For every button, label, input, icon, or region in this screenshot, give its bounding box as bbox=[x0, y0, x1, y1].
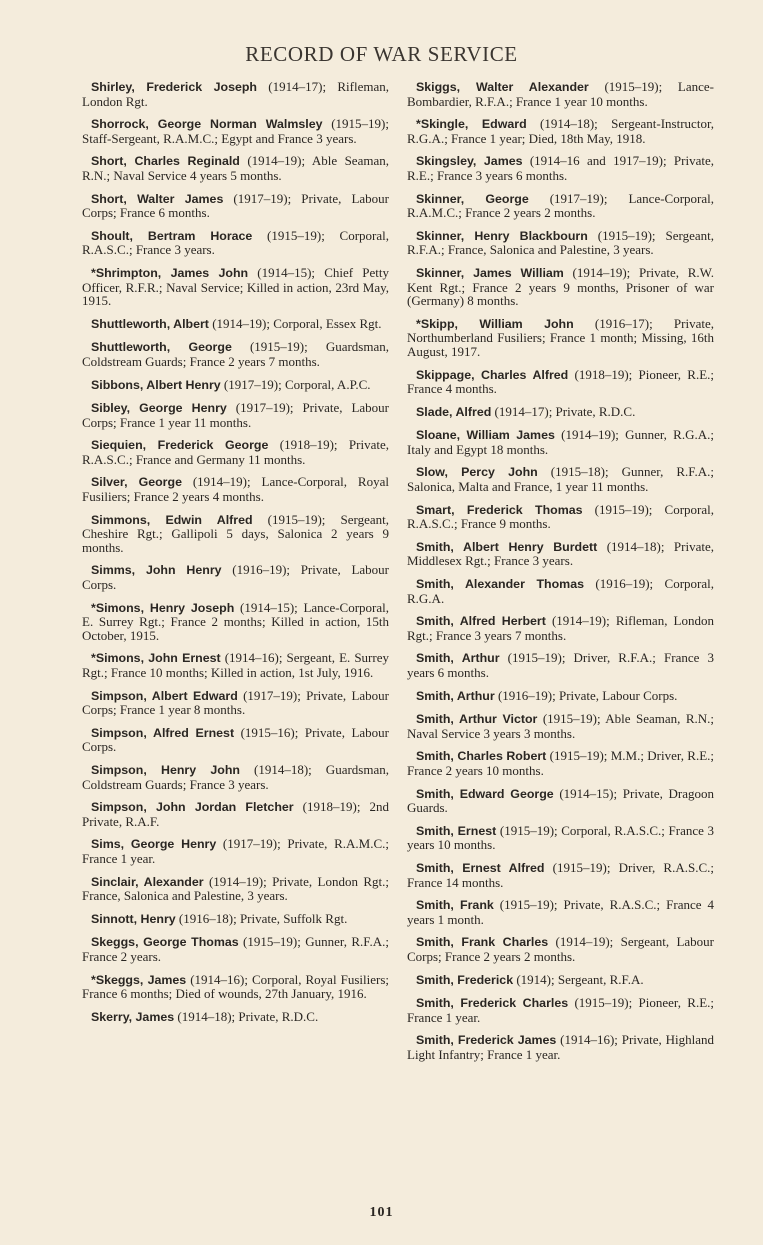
entry-name: Smith, Frederick James bbox=[416, 1033, 557, 1048]
entry-details: (1917–19); Private, Labour Corps; France 1 year 8 months. bbox=[82, 687, 389, 718]
right-column bbox=[407, 80, 714, 1070]
entry-name: Smith, Ernest bbox=[416, 823, 497, 838]
entry-details: (1914–19); Private, London Rgt.; France, Salonica and Palestine, 3 years. bbox=[82, 873, 390, 904]
roll-entry bbox=[407, 861, 714, 889]
roll-entry bbox=[82, 912, 389, 927]
entry-name: Smith, Frederick Charles bbox=[416, 996, 569, 1011]
roll-entry bbox=[82, 192, 389, 220]
roll-entry bbox=[407, 317, 714, 359]
entry-details: (1915–19); Driver, R.F.A.; France 3 years 6 months. bbox=[407, 650, 714, 680]
entry-name: Sibbons, Albert Henry bbox=[91, 377, 221, 392]
entry-name: Shuttleworth, George bbox=[91, 340, 232, 355]
entry-details: (1915–19); Sergeant, Cheshire Rgt.; Gallipoli 5 days, Salonica 2 years 9 months. bbox=[82, 511, 389, 555]
entry-name: Smith, Albert Henry Burdett bbox=[416, 539, 598, 554]
entry-details: (1914–19); Rifleman, London Rgt.; France 3 years 7 months. bbox=[407, 613, 714, 643]
entry-details: (1914–15); Lance-Corporal, E. Surrey Rgt.; France 2 months; Killed in action, 15th October, 1915. bbox=[82, 599, 389, 643]
roll-entry bbox=[407, 787, 714, 815]
entry-name: *Shrimpton, James John bbox=[91, 265, 249, 280]
entry-name: Skinner, Henry Blackbourn bbox=[416, 228, 588, 243]
entry-details: (1915–19); Sergeant, R.F.A.; France, Salonica and Palestine, 3 years. bbox=[407, 227, 714, 258]
entry-name: *Simons, Henry Joseph bbox=[91, 600, 235, 615]
entry-details: (1914–16 and 1917–19); Private, R.E.; France 3 years 6 months. bbox=[407, 153, 714, 183]
entry-details: (1914–18); Private, Middlesex Rgt.; France 3 years. bbox=[407, 538, 715, 569]
roll-entry bbox=[407, 154, 714, 182]
roll-entry bbox=[82, 973, 389, 1001]
roll-entry bbox=[407, 689, 714, 704]
roll-entry bbox=[82, 763, 389, 791]
roll-entry bbox=[82, 229, 389, 257]
entry-name: Sinnott, Henry bbox=[91, 911, 176, 926]
entry-name: Smith, Ernest Alfred bbox=[416, 860, 545, 875]
roll-entry bbox=[407, 266, 714, 308]
entry-details: (1918–19); 2nd Private, R.A.F. bbox=[82, 799, 390, 829]
roll-entry bbox=[407, 229, 714, 257]
entry-details: (1915–19); Pioneer, R.E.; France 1 year. bbox=[407, 995, 714, 1025]
entry-details: (1915–19); Gunner, R.F.A.; France 2 years. bbox=[82, 934, 389, 964]
page-title: RECORD OF WAR SERVICE bbox=[245, 42, 518, 66]
entry-details: (1914–17); Private, R.D.C. bbox=[491, 403, 636, 419]
entry-name: Simpson, Henry John bbox=[91, 762, 240, 777]
roll-entry bbox=[407, 428, 714, 456]
roll-entry bbox=[407, 824, 714, 852]
roll-entry bbox=[407, 749, 714, 777]
entry-name: Slow, Percy John bbox=[416, 465, 538, 480]
entry-name: Skinner, George bbox=[416, 191, 529, 206]
roll-entry bbox=[82, 601, 389, 643]
entry-name: Simpson, Albert Edward bbox=[91, 688, 238, 703]
entry-details: (1914–19); Gunner, R.G.A.; Italy and Egypt 18 months. bbox=[407, 427, 714, 457]
entry-details: (1914–19); Corporal, Essex Rgt. bbox=[208, 315, 382, 331]
entry-details: (1916–19); Private, Labour Corps. bbox=[82, 562, 389, 593]
entry-details: (1917–19); Private, R.A.M.C.; France 1 year. bbox=[82, 836, 389, 866]
entry-details: (1917–19); Private, Labour Corps; France 6 months. bbox=[82, 190, 389, 221]
roll-entry bbox=[82, 378, 389, 393]
entry-name: Skerry, James bbox=[91, 1009, 175, 1024]
entry-details: (1915–19); Guardsman, Coldstream Guards; France 2 years 7 months. bbox=[82, 339, 390, 369]
page-number: 101 bbox=[369, 1205, 394, 1220]
entry-name: Smith, Charles Robert bbox=[416, 749, 547, 764]
entry-name: Sloane, William James bbox=[416, 428, 555, 443]
entry-name: Simpson, John Jordan Fletcher bbox=[91, 800, 294, 815]
entry-details: (1915–16); Private, Labour Corps. bbox=[82, 724, 389, 755]
entry-details: (1914–18); Guardsman, Coldstream Guards; France 3 years. bbox=[82, 761, 389, 792]
roll-entry bbox=[407, 80, 714, 108]
entry-name: Smith, Frank bbox=[416, 898, 494, 913]
entry-name: Skinner, James William bbox=[416, 265, 564, 280]
entry-details: (1914–17); Rifleman, London Rgt. bbox=[82, 79, 389, 109]
roll-entry bbox=[82, 651, 389, 679]
roll-entry bbox=[82, 689, 389, 717]
entry-name: Sibley, George Henry bbox=[91, 401, 227, 416]
entry-details: (1916–18); Private, Suffolk Rgt. bbox=[175, 910, 348, 926]
roll-entry bbox=[407, 540, 714, 568]
entry-details: (1918–19); Private, R.A.S.C.; France and Germany 11 months. bbox=[82, 437, 389, 467]
roll-entry bbox=[82, 837, 389, 865]
roll-entry bbox=[407, 898, 714, 926]
entry-details: (1915–19); Driver, R.A.S.C.; France 14 months. bbox=[407, 859, 715, 890]
entry-name: Skiggs, Walter Alexander bbox=[416, 80, 589, 94]
roll-entry bbox=[82, 117, 389, 145]
entry-details: (1914–19); Private, R.W. Kent Rgt.; France 2 years 9 months, Prisoner of war (Germany) 8 months. bbox=[407, 264, 714, 309]
entry-name: *Skingle, Edward bbox=[416, 117, 527, 132]
entry-details: (1918–19); Pioneer, R.E.; France 4 months. bbox=[407, 366, 714, 397]
entry-details: (1917–19); Lance-Corporal, R.A.M.C.; France 2 years 2 months. bbox=[407, 190, 714, 221]
entry-name: Smith, Edward George bbox=[416, 786, 554, 801]
entry-name: Shorrock, George Norman Walmsley bbox=[91, 117, 323, 132]
entry-name: Skeggs, George Thomas bbox=[91, 935, 239, 950]
entry-details: (1914–18); Private, R.D.C. bbox=[174, 1008, 319, 1024]
entry-name: Silver, George bbox=[91, 475, 182, 490]
roll-entry bbox=[82, 317, 389, 332]
entry-details: (1916–19); Private, Labour Corps. bbox=[494, 687, 678, 703]
roll-entry bbox=[82, 935, 389, 963]
entry-name: Shuttleworth, Albert bbox=[91, 316, 209, 331]
entry-name: Smith, Alfred Herbert bbox=[416, 614, 546, 629]
entry-name: Siequien, Frederick George bbox=[91, 438, 269, 453]
entry-name: Simpson, Alfred Ernest bbox=[91, 725, 235, 740]
entry-name: Skingsley, James bbox=[416, 154, 523, 169]
roll-entry bbox=[82, 340, 389, 368]
entry-name: *Skeggs, James bbox=[91, 972, 187, 987]
entry-details: (1915–19); Private, R.A.S.C.; France 4 years 1 month. bbox=[407, 897, 714, 927]
roll-entry bbox=[407, 192, 714, 220]
roll-entry bbox=[407, 577, 714, 605]
entry-name: Simms, John Henry bbox=[91, 563, 222, 578]
entry-details: (1914–15); Chief Petty Officer, R.F.R.; Naval Service; Killed in action, 23rd May, 1915. bbox=[82, 264, 389, 309]
roll-entry bbox=[82, 1010, 389, 1025]
entry-details: (1916–19); Corporal, R.G.A. bbox=[407, 576, 714, 606]
roll-entry bbox=[82, 800, 389, 828]
entry-name: *Skipp, William John bbox=[416, 316, 574, 331]
entry-details: (1914–19); Able Seaman, R.N.; Naval Service 4 years 5 months. bbox=[82, 153, 389, 183]
entry-name: Smith, Arthur bbox=[416, 651, 500, 666]
entry-details: (1917–19); Private, Labour Corps; France 1 year 11 months. bbox=[82, 400, 389, 430]
roll-entry bbox=[82, 513, 389, 555]
roll-entry bbox=[82, 875, 389, 903]
entry-name: Sims, George Henry bbox=[91, 837, 217, 852]
roll-entry bbox=[82, 475, 389, 503]
roll-entry bbox=[407, 712, 714, 740]
entry-details: (1916–17); Private, Northumberland Fusiliers; France 1 month; Missing, 16th August, 1917. bbox=[407, 315, 714, 359]
roll-entry bbox=[82, 401, 389, 429]
entry-name: Shoult, Bertram Horace bbox=[91, 228, 253, 243]
entry-details: (1915–19); Able Seaman, R.N.; Naval Service 3 years 3 months. bbox=[407, 711, 714, 741]
roll-entry bbox=[82, 154, 389, 182]
entry-details: (1915–18); Gunner, R.F.A.; Salonica, Malta and France, 1 year 11 months. bbox=[407, 464, 714, 495]
entry-name: Simmons, Edwin Alfred bbox=[91, 512, 253, 527]
entry-details: (1915–19); Corporal, R.A.S.C.; France 3 years 10 months. bbox=[407, 822, 715, 853]
entry-details: (1917–19); Corporal, A.P.C. bbox=[220, 376, 371, 392]
entry-name: Smart, Frederick Thomas bbox=[416, 502, 583, 517]
entry-details: (1915–19); Corporal, R.A.S.C.; France 9 months. bbox=[407, 501, 714, 532]
entry-name: Smith, Frederick bbox=[416, 972, 514, 987]
entry-name: Sinclair, Alexander bbox=[91, 874, 204, 889]
entry-details: (1914–18); Sergeant-Instructor, R.G.A.; France 1 year; Died, 18th May, 1918. bbox=[407, 116, 715, 146]
entry-details: (1915–19); Corporal, R.A.S.C.; France 3 years. bbox=[82, 227, 389, 258]
roll-entry bbox=[407, 465, 714, 493]
entry-details: (1914–19); Lance-Corporal, Royal Fusiliers; France 2 years 4 months. bbox=[82, 474, 389, 505]
roll-entry bbox=[82, 438, 389, 466]
roll-entry bbox=[407, 651, 714, 679]
entry-name: Smith, Frank Charles bbox=[416, 935, 549, 950]
roll-entry bbox=[407, 503, 714, 531]
roll-entry bbox=[407, 973, 714, 988]
entry-name: Slade, Alfred bbox=[416, 404, 492, 419]
roll-entry bbox=[82, 563, 389, 591]
roll-entry bbox=[82, 80, 389, 108]
entry-details: (1915–19); Lance-Bombardier, R.F.A.; France 1 year 10 months. bbox=[407, 79, 714, 109]
entry-details: (1914–16); Corporal, Royal Fusiliers; France 6 months; Died of wounds, 27th January, 1916. bbox=[82, 971, 389, 1002]
entry-details: (1914); Sergeant, R.F.A. bbox=[513, 971, 644, 987]
entry-details: (1914–16); Sergeant, E. Surrey Rgt.; France 10 months; Killed in action, 1st July, 1916. bbox=[82, 650, 389, 680]
roll-entry bbox=[82, 266, 389, 308]
roll-entry bbox=[407, 405, 714, 420]
entry-details: (1915–19); Staff-Sergeant, R.A.M.C.; Egypt and France 3 years. bbox=[82, 116, 389, 146]
entry-name: Skippage, Charles Alfred bbox=[416, 367, 569, 382]
roll-entry bbox=[407, 935, 714, 963]
entry-name: Smith, Arthur bbox=[416, 688, 495, 703]
roll-entry bbox=[82, 726, 389, 754]
entry-name: Smith, Arthur Victor bbox=[416, 712, 538, 727]
roll-entry bbox=[407, 614, 714, 642]
entry-name: Short, Walter James bbox=[91, 191, 224, 206]
entry-name: *Simons, John Ernest bbox=[91, 651, 221, 666]
entry-name: Shirley, Frederick Joseph bbox=[91, 80, 257, 94]
entry-details: (1914–15); Private, Dragoon Guards. bbox=[407, 785, 714, 816]
roll-entry bbox=[407, 117, 714, 145]
roll-entry bbox=[407, 996, 714, 1024]
entry-details: (1914–16); Private, Highland Light Infantry; France 1 year. bbox=[407, 1032, 714, 1062]
entry-name: Smith, Alexander Thomas bbox=[416, 577, 584, 592]
entry-details: (1914–19); Sergeant, Labour Corps; France 2 years 2 months. bbox=[407, 934, 714, 964]
entry-name: Short, Charles Reginald bbox=[91, 154, 240, 169]
entry-details: (1915–19); M.M.; Driver, R.E.; France 2 years 10 months. bbox=[407, 748, 714, 778]
left-column bbox=[82, 80, 389, 1033]
roll-entry bbox=[407, 368, 714, 396]
roll-entry bbox=[407, 1033, 714, 1061]
